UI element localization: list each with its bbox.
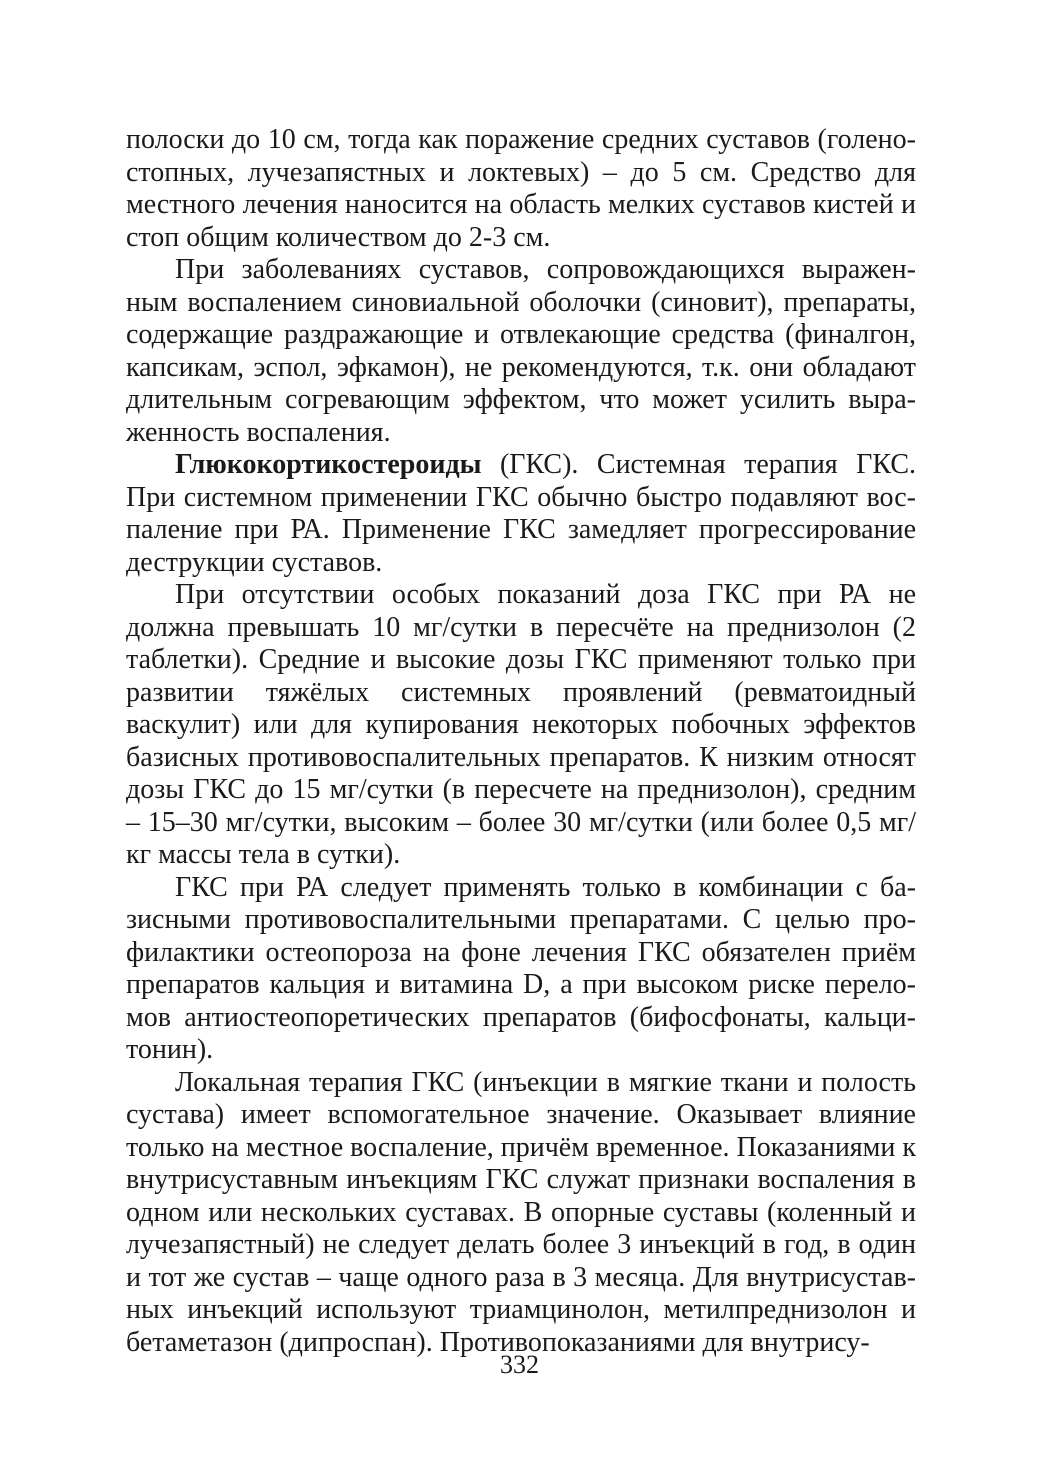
page-body <box>126 124 916 1359</box>
paragraph-4: При отсутствии особых показаний доза ГКС при РА не должна превышать 10 мг/сутки в пересчёте на преднизолон (2 таблетки). Средние и высокие дозы ГКС применяют только при развитии тяжёлых системных проявлений (ревматоидный васкулит) или для купирования некоторых побочных эффектов базисных противовоспалительных препаратов. К низким относят дозы ГКС до 15 мг/сутки (в пересчете на преднизолон), средним – 15–30 мг/сутки, высоким – более 30 мг/сутки (или более 0,5 мг/кг массы тела в сутки). <box>126 579 916 870</box>
paragraph-3 <box>126 449 916 579</box>
paragraph-5: ГКС при РА следует применять только в комбинации с базисными противовоспалительными препаратами. С целью профилактики остеопороза на фоне лечения ГКС обязателен приём препаратов кальция и витамина D, а при высоком риске переломов антиостеопоретических препаратов (бифосфонаты, кальцитонин). <box>126 871 916 1065</box>
paragraph-3-text: (ГКС). Системная терапия ГКС. При системном применении ГКС обычно быстро подавляют воспаление при РА. Применение ГКС замедляет прогрессирование деструкции суставов. <box>126 449 916 578</box>
paragraph-6: Локальная терапия ГКС (инъекции в мягкие ткани и полость сустава) имеет вспомогательное значение. Оказывает влияние только на местное воспаление, причём временное. Показаниями к внутрисуставным инъекциям ГКС служат признаки воспаления в одном или нескольких суставах. В опорные суставы (коленный и лучезапястный) не следует делать более 3 инъекций в год, в один и тот же сустав – чаще одного раза в 3 месяца. Для внутрисуставных инъекций используют триамцинолон, метилпреднизолон и бетаметазон (дипроспан). Противопоказаниями для внутрису- <box>126 1066 916 1358</box>
bold-term: Глюкокортикостероиды <box>175 449 482 480</box>
paragraph-2: При заболеваниях суставов, сопровождающихся выраженным воспалением синовиальной оболочки (синовит), препараты, содержащие раздражающие и отвлекающие средства (финалгон, капсикам, эспол, эфкамон), не рекомендуются, т.к. они обладают длительным согревающим эффектом, что может усилить выраженность воспаления. <box>126 254 916 448</box>
paragraph-1: полоски до 10 см, тогда как поражение средних суставов (голеностопных, лучезапястных и локтевых) – до 5 см. Средство для местного лечения наносится на область мелких суставов кистей и стоп общим количеством до 2-3 см. <box>126 124 916 253</box>
page-number: 332 <box>500 1350 539 1379</box>
